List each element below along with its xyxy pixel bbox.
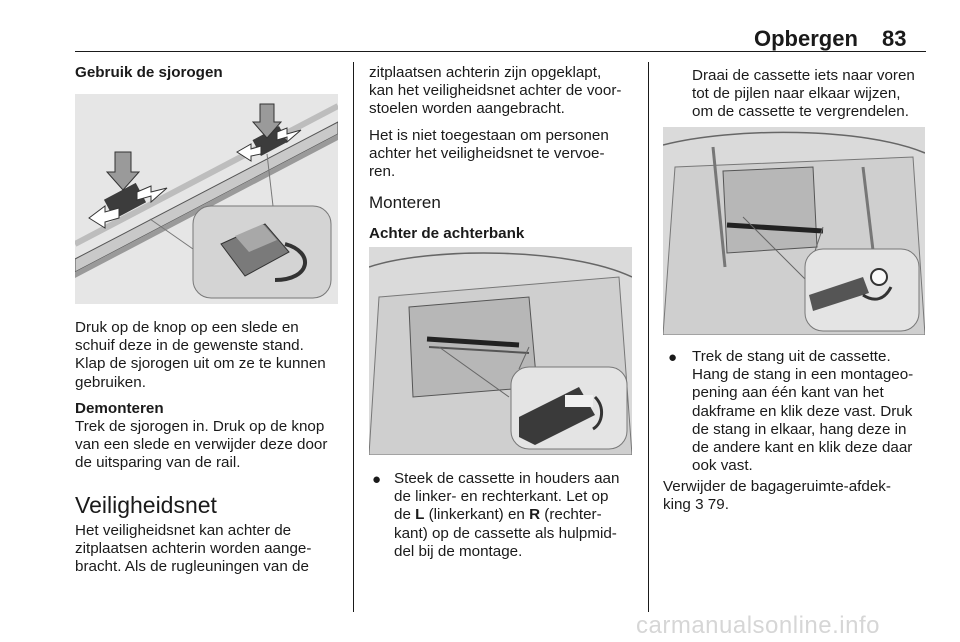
text-line: tot de pijlen naar elkaar wijzen, (692, 85, 901, 103)
page-reference-arrow-icon[interactable]: 3 (695, 496, 704, 514)
text-line: achter het veiligheidsnet te vervoe- (369, 145, 605, 163)
text-fragment: (rechter- (540, 506, 602, 524)
column-divider-1 (353, 62, 354, 612)
text-line-with-ref (663, 496, 891, 514)
page-header-title: Opbergen (754, 26, 858, 51)
text-line: de linker- en rechterkant. Let op (394, 488, 609, 506)
text-line: Verwijder de bagageruimte-afdek- (663, 478, 891, 495)
bullet-dot: ● (668, 349, 678, 366)
text-line: ren. (369, 163, 396, 181)
text-line: de stang in elkaar, hang deze in (692, 420, 907, 438)
header-rule (75, 51, 926, 52)
text-line: van een slede en verwijder deze door (75, 436, 328, 454)
text-line: stoelen worden aangebracht. (369, 100, 565, 118)
watermark-text: carmanualsonline.info (636, 612, 880, 639)
section-title-safety-net: Veiligheidsnet (75, 492, 217, 518)
text-line: bracht. Als de rugleuningen van de (75, 558, 309, 576)
text-line: Het is niet toegestaan om personen (369, 127, 609, 144)
text-fragment: (linkerkant) en (424, 506, 530, 524)
text-line: de uitsparing van de rail. (75, 454, 241, 472)
section-heading-lashing-eyes: Gebruik de sjorogen (75, 64, 223, 81)
page-number: 83 (882, 26, 907, 51)
text-line: Hang de stang in een montageo- (692, 366, 914, 384)
text-line: Trek de sjorogen in. Druk op de knop (75, 418, 325, 435)
text-line: dakframe en klik deze vast. Druk (692, 402, 913, 420)
figure-cassette-rear-seat (369, 247, 632, 455)
text-line: Klap de sjorogen uit om ze te kunnen (75, 355, 326, 373)
text-line-mixed (394, 506, 619, 524)
heading-install: Monteren (369, 193, 441, 212)
text-fragment: king (663, 496, 691, 514)
text-line: kan het veiligheidsnet achter de voor- (369, 82, 622, 100)
text-fragment: de (394, 506, 416, 524)
text-line: Draai de cassette iets naar voren (692, 67, 915, 84)
text-line: de andere kant en klik deze daar (692, 439, 913, 457)
text-line: gebruiken. (75, 373, 146, 391)
text-line: ook vast. (692, 457, 753, 475)
column-divider-2 (648, 62, 649, 612)
text-line: om de cassette te vergrendelen. (692, 103, 909, 121)
text-line: Trek de stang uit de cassette. (692, 348, 891, 365)
text-line: Steek de cassette in houders aan (394, 470, 620, 487)
subheading-remove: Demonteren (75, 400, 164, 417)
text-line: pening aan één kant van het (692, 384, 884, 402)
bullet-dot: ● (372, 471, 382, 488)
figure-lashing-eyes (75, 94, 338, 304)
label-right-marker: R (529, 506, 541, 524)
text-line: schuif deze in de gewenste stand. (75, 337, 304, 355)
label-left-marker: L (415, 506, 425, 524)
subheading-behind-rear-seat: Achter de achterbank (369, 225, 525, 242)
text-line: zitplaatsen achterin worden aange- (75, 540, 312, 558)
figure-cassette-lock (663, 127, 925, 335)
text-line: Druk op de knop op een slede en (75, 319, 299, 336)
text-line: del bij de montage. (394, 542, 523, 560)
text-line: zitplaatsen achterin zijn opgeklapt, (369, 64, 602, 81)
text-line: Het veiligheidsnet kan achter de (75, 522, 292, 539)
page-reference-link[interactable]: 79. (707, 496, 729, 514)
text-line: kant) op de cassette als hulpmid- (394, 524, 617, 542)
